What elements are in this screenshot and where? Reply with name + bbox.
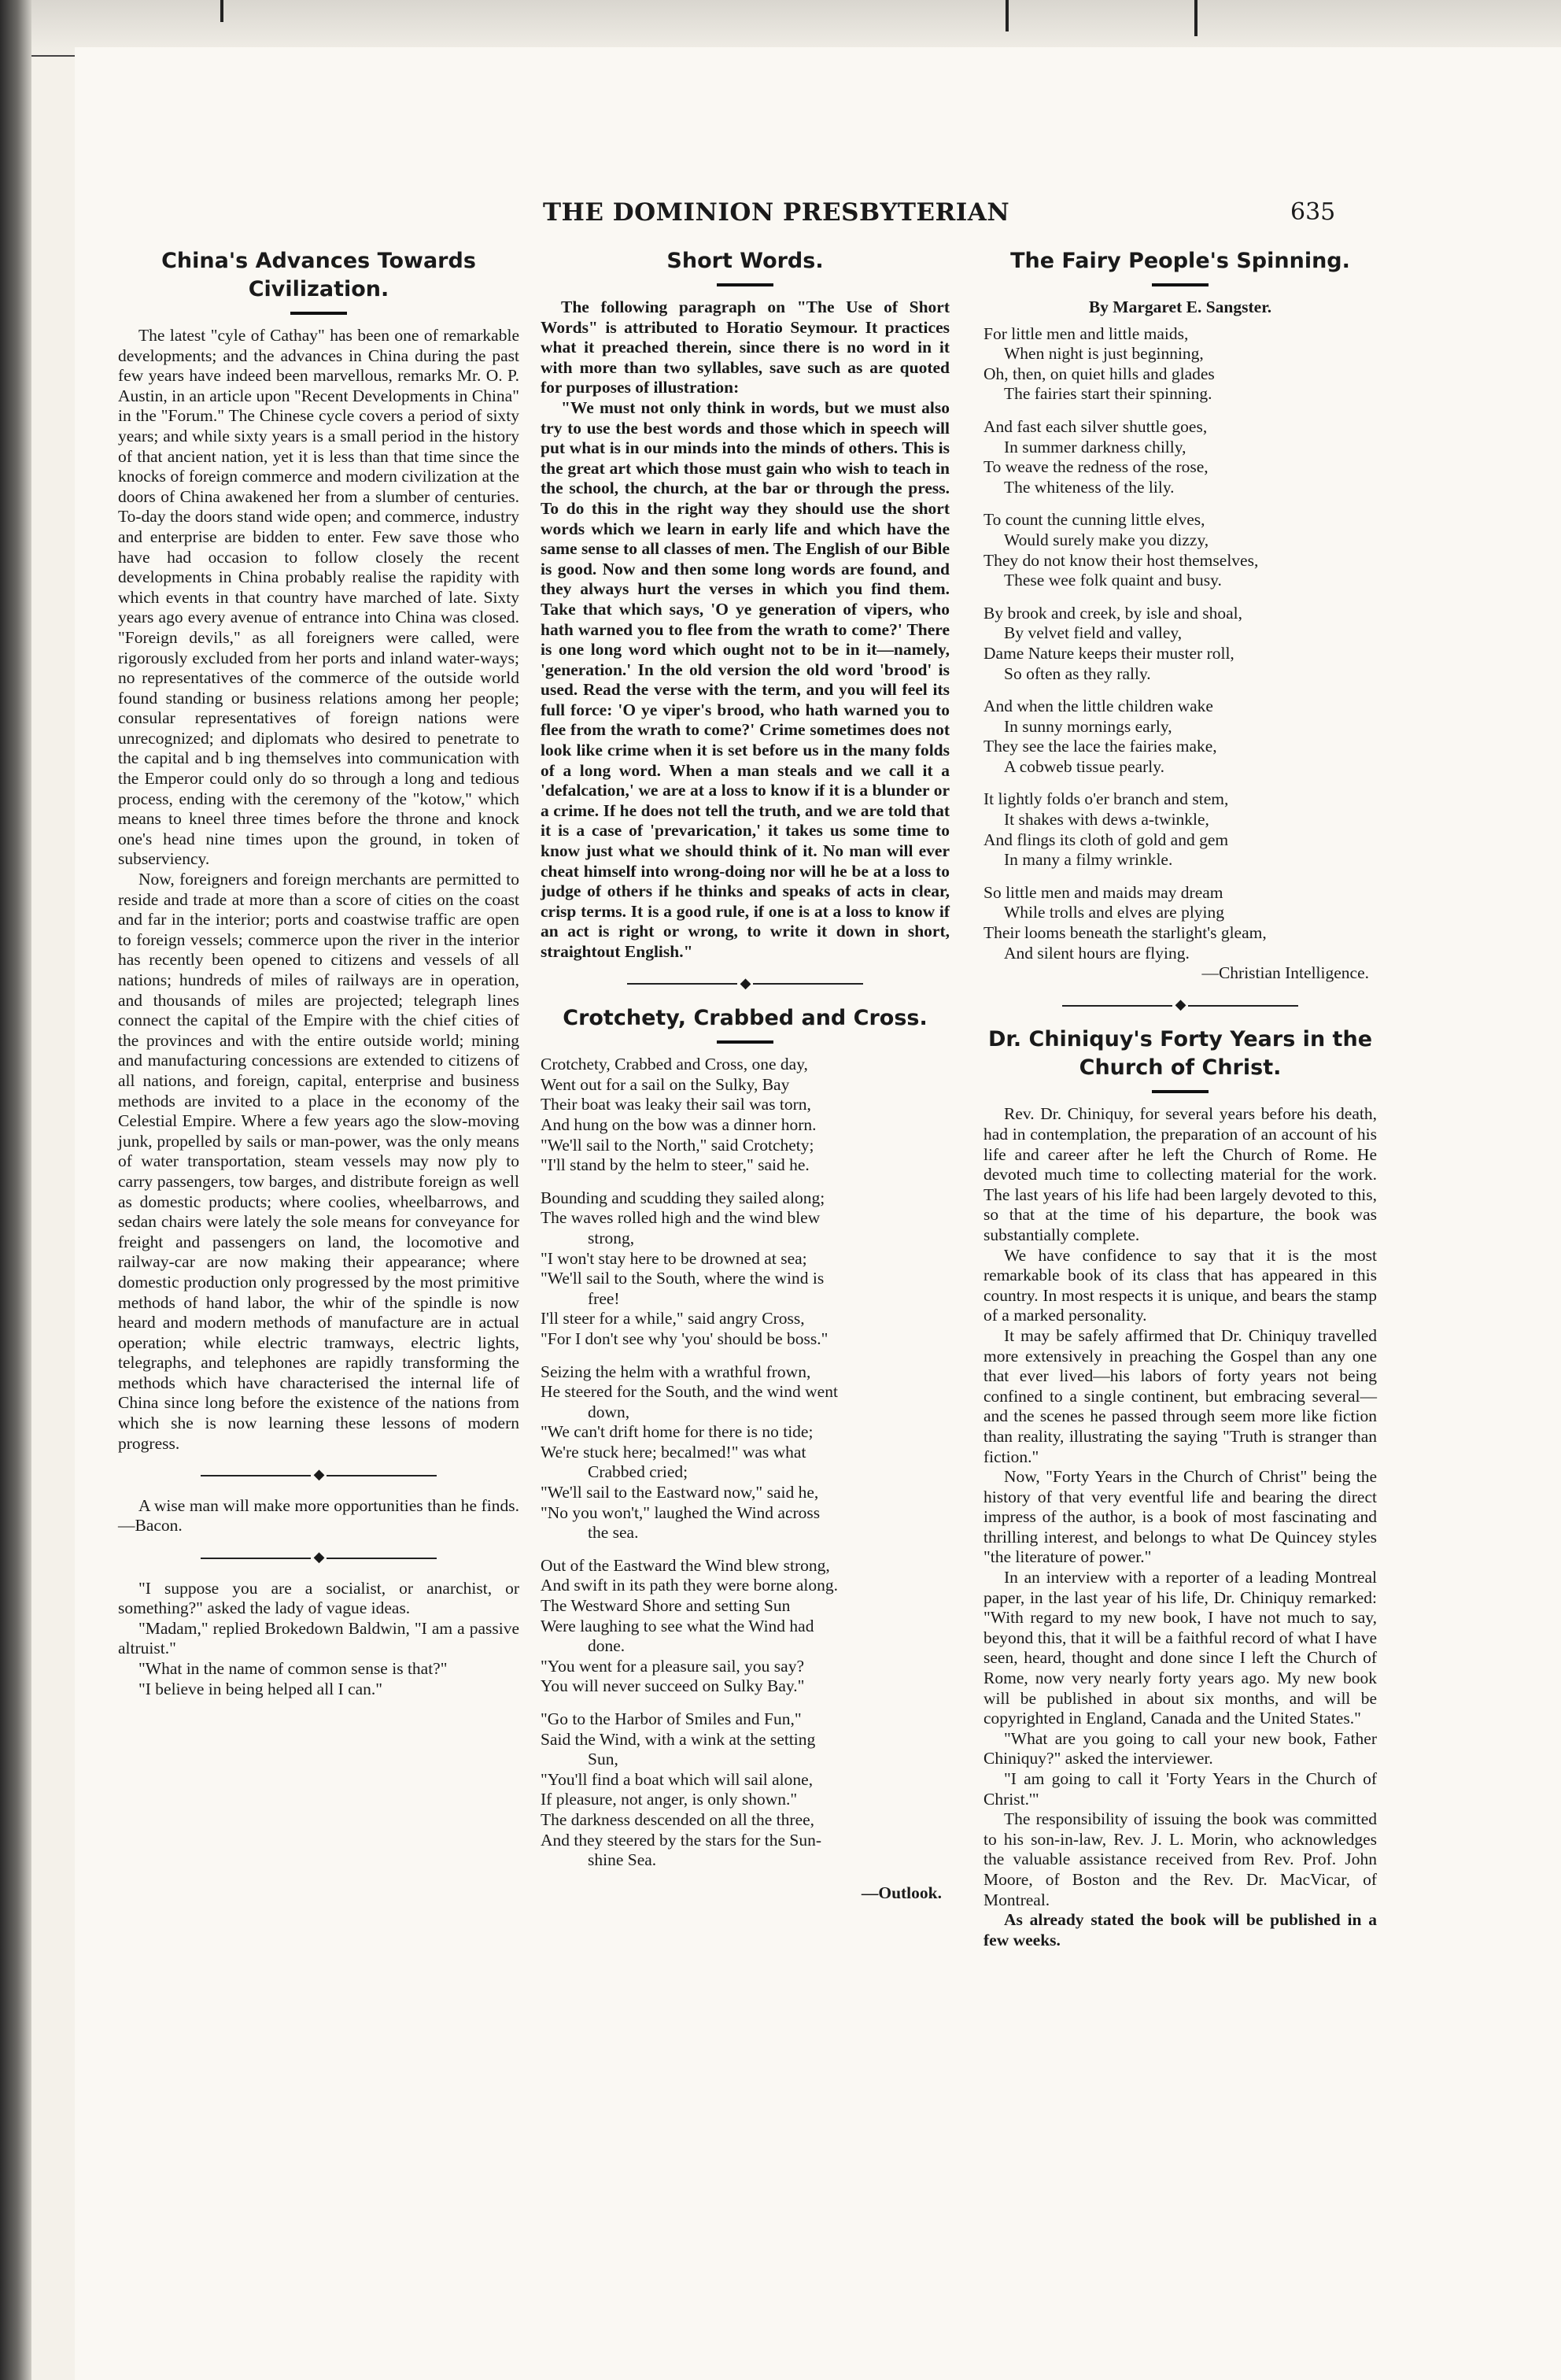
masthead: THE DOMINION PRESBYTERIAN (543, 198, 1010, 227)
article-paragraph: "What are you going to call your new book, Father Chiniquy?" asked the interviewer. (983, 1728, 1377, 1768)
poem-line: shine Sea. (588, 1850, 657, 1870)
poem-line: And flings its cloth of gold and gem (983, 830, 1229, 849)
poem-stanza (983, 510, 1377, 590)
poem-line: And fast each silver shuttle goes, (983, 416, 1208, 436)
poem-line: The whiteness of the lily. (1004, 477, 1175, 497)
poem-line: "No you won't," laughed the Wind across (541, 1502, 821, 1522)
quote-bacon: A wise man will make more opportunities than he finds.—Bacon. (118, 1495, 519, 1536)
poem-line: Their boat was leaky their sail was torn, (541, 1095, 811, 1114)
poem-line: the sea. (588, 1523, 639, 1543)
poem-line: And they steered by the stars for the Sun- (541, 1830, 822, 1850)
poem-line: When night is just beginning, (1004, 344, 1204, 364)
scan-mark (1006, 0, 1009, 31)
poem-line: In many a filmy wrinkle. (1004, 850, 1173, 870)
poem-line: "Go to the Harbor of Smiles and Fun," (541, 1709, 802, 1728)
poem-line: And hung on the bow was a dinner horn. (541, 1114, 817, 1134)
dialogue-line: "I believe in being helped all I can." (138, 1679, 383, 1698)
poem-line: Their looms beneath the starlight's gleam, (983, 923, 1267, 943)
article-title-china: China's Advances Towards Civilization. (161, 249, 476, 301)
poem-line: I'll steer for a while," said angry Cross, (541, 1309, 805, 1329)
poem-line: free! (588, 1288, 620, 1308)
poem-line: The fairies start their spinning. (1004, 384, 1212, 404)
poem-line: "I won't stay here to be drowned at sea; (541, 1248, 807, 1268)
scan-mark (1194, 0, 1198, 36)
ornament-separator: ◆ (541, 974, 950, 994)
poem-stanza (541, 1556, 950, 1697)
article-paragraph: "We must not only think in words, but we must also try to use the best words and those which in speech will put what is in our minds into the minds of others. This is the great art which those must gain who wish to teach in the school, the church, at the bar or through the press. To do this in the right way they should use the short words which we learn in early life and which have the same sense to all classes of men. The English of our Bible is good. Now and then some long words are found, and they always hurt the verses in which you find them. Take that which says, 'O ye generation of vipers, who hath warned you to flee from the wrath to come?' There is one long word which ought not to be in it—namely, 'generation.' In the old version the old word 'brood' is used. Read the verse with the term, and you will feel its full force: 'O ye viper's brood, who hath warned you to flee from the wrath to come?' Crime sometimes does not look like crime when it is set before us in the many folds of a long word. When a man steals and we call it a 'defalcation,' we are at a loss to know if it is a blunder or a crime. If he does not tell the truth, and we are told that it is a case of 'prevarication,' it takes us some time to know just what we should think of it. No man will ever cheat himself into wrong-doing nor will he be at a loss to judge of others if he thinks and speaks of acts in clear, crisp terms. It is a good rule, if one is at a loss to know if an act is right or wrong, to write it down in short, straightout English." (541, 397, 950, 961)
poem-line: The waves rolled high and the wind blew (541, 1208, 821, 1228)
poem-line: He steered for the South, and the wind went (541, 1382, 838, 1402)
poem-source: —Christian Intelligence. (1201, 963, 1369, 983)
article-title-chiniquy: Dr. Chiniquy's Forty Years in the Church of Christ. (987, 1027, 1373, 1081)
dialogue-line: "I suppose you are a socialist, or anarchist, or something?" asked the lady of vague ideas. (118, 1578, 519, 1618)
column-1 (118, 244, 519, 1699)
article-paragraph: The following paragraph on "The Use of Short Words" is attributed to Horatio Seymour. It practices what it preached therein, since there is no word in it with more than two syllables, save such as are quoted for purposes of illustration: (541, 298, 950, 397)
poem-fairy (983, 324, 1377, 964)
title-rule (1152, 283, 1209, 286)
poem-line: Out of the Eastward the Wind blew strong, (541, 1555, 830, 1575)
poem-line: "For I don't see why 'you' should be boss." (541, 1329, 828, 1348)
article-paragraph: In an interview with a reporter of a leading Montreal paper, in the last year of his life, Dr. Chiniquy remarked: "With regard to my new book, I have not much to say, beyond this, that it will be a faithful record of what I have seen, heard, thought and done since I left the Church of Rome, now very nearly forty years ago. My new book will be published in about six months, and will be copyrighted in England, Canada and the United States." (983, 1568, 1377, 1728)
poem-line: And when the little children wake (983, 697, 1213, 716)
poem-line: Said the Wind, with a wink at the setting (541, 1729, 816, 1749)
poem-line: To weave the redness of the rose, (983, 457, 1209, 477)
poem-line: These wee folk quaint and busy. (1004, 571, 1222, 590)
poem-line: strong, (588, 1228, 635, 1247)
poem-line: Dame Nature keeps their muster roll, (983, 643, 1234, 663)
poem-line: By brook and creek, by isle and shoal, (983, 603, 1242, 623)
poem-line: You will never succeed on Sulky Bay." (541, 1676, 805, 1696)
poem-stanza (541, 1709, 950, 1871)
poem-line: For little men and little maids, (983, 323, 1189, 343)
article-title-short-words: Short Words. (666, 249, 824, 273)
dialogue-line: "Madam," replied Brokedown Baldwin, "I am a passive altruist." (118, 1618, 519, 1658)
poem-line: Seizing the helm with a wrathful frown, (541, 1362, 811, 1381)
poem-line: We're stuck here; becalmed!" was what (541, 1442, 806, 1462)
poem-title-crotchety: Crotchety, Crabbed and Cross. (563, 1006, 928, 1031)
poem-line: In summer darkness chilly, (1004, 437, 1186, 456)
poem-line: "We can't drift home for there is no tide; (541, 1422, 814, 1442)
article-paragraph: Rev. Dr. Chiniquy, for several years before his death, had in contemplation, the preparation of an account of his life and career after he left the Church of Rome. He devoted much time to collecting material for the work. The last years of his life had been largely devoted to this, so that at the time of his departure, the book was substantially complete. (983, 1104, 1377, 1244)
poem-line: While trolls and elves are plying (1004, 903, 1225, 922)
article-paragraph: "I am going to call it 'Forty Years in the Church of Christ.'" (983, 1769, 1377, 1809)
poem-line: The darkness descended on all the three, (541, 1809, 815, 1829)
article-paragraph: Now, foreigners and foreign merchants are permitted to reside and trade at more than a score of cities on the coast and far in the interior; ports and coastwise traffic are open to foreign vessels; commerce upon the river in the interior has recently been opened to citizens and vessels of all nations; hundreds of miles of railways are in operation, and thousands of miles are projected; telegraph lines connect the capital of the Empire with the chief cities of the provinces and with the entire outside world; mining and manufacturing concessions are extended to citizens of all nations, and foreign, capital, enterprise and business methods are invited to a place in the economy of the Celestial Empire. Where a few years ago the slow-moving junk, propelled by sails or man-power, was the only means of water transportation, steam vessels may now ply to carry passengers, tow barges, and distribute foreign as well as domestic products; where coolies, wheelbarrows, and sedan chairs were lately the sole means for conveyance for freight and passengers on land, the locomotive and railway-car are now making their appearance; where domestic production only progressed by the most primitive methods of hand labor, the whir of the spindle is now heard and modern methods of manufacture are in actual operation; while electric tramways, electric lights, telegraphs, and telephones are rapidly transforming the methods which have characterised the internal life of China since long before the existence of the nations from which she is now learning these lessons of modern progress. (118, 870, 519, 1453)
poem-stanza (983, 604, 1377, 684)
article-paragraph: Now, "Forty Years in the Church of Christ" being the history of that very eventful life and bearing the direct impress of the author, is a book of most fascinating and thrilling interest, and belongs to what De Quincey styles "the literature of power." (983, 1467, 1377, 1567)
title-rule (717, 1040, 773, 1044)
ornament-separator: ◆ (118, 1465, 519, 1485)
poem-stanza (983, 789, 1377, 870)
poem-line: "You'll find a boat which will sail alone, (541, 1769, 814, 1789)
poem-stanza (983, 324, 1377, 405)
poem-line: The Westward Shore and setting Sun (541, 1596, 791, 1616)
poem-stanza (541, 1055, 950, 1176)
poem-line: And swift in its path they were borne along. (541, 1576, 838, 1595)
poem-line: Would surely make you dizzy, (1004, 530, 1209, 549)
poem-line: So little men and maids may dream (983, 882, 1223, 902)
column-3 (983, 244, 1377, 1950)
page-header (0, 198, 1561, 230)
byline: By Margaret E. Sangster. (1088, 298, 1272, 316)
article-paragraph: As already stated the book will be published in a few weeks. (983, 1910, 1377, 1949)
poem-line: Sun, (588, 1750, 618, 1769)
poem-line: "You went for a pleasure sail, you say? (541, 1656, 804, 1676)
dialogue-line: "What in the name of common sense is that?" (138, 1659, 448, 1678)
scan-mark (220, 0, 223, 22)
ornament-separator: ◆ (983, 995, 1377, 1015)
poem-stanza (983, 883, 1377, 963)
poem-line: They do not know their host themselves, (983, 550, 1259, 570)
poem-title-fairy: The Fairy People's Spinning. (1010, 249, 1350, 273)
scan-edge-left (0, 0, 31, 2380)
poem-line: "We'll sail to the North," said Crotchety; (541, 1135, 814, 1155)
poem-line: Were laughing to see what the Wind had (541, 1616, 814, 1635)
poem-line: Bounding and scudding they sailed along; (541, 1188, 825, 1207)
poem-line: So often as they rally. (1004, 663, 1151, 683)
page-number: 635 (1290, 198, 1336, 226)
poem-line: Oh, then, on quiet hills and glades (983, 364, 1215, 383)
poem-stanza (983, 417, 1377, 497)
ornament-separator: ◆ (118, 1547, 519, 1568)
poem-line: A cobweb tissue pearly. (1004, 756, 1164, 776)
poem-line: down, (588, 1402, 630, 1421)
poem-crotchety (541, 1055, 950, 1871)
poem-line: If pleasure, not anger, is only shown." (541, 1790, 798, 1809)
poem-line: In sunny mornings early, (1004, 716, 1172, 736)
poem-line: And silent hours are flying. (1004, 943, 1190, 963)
title-rule (290, 312, 347, 315)
poem-line: It shakes with dews a-twinkle, (1004, 810, 1209, 830)
poem-line: It lightly folds o'er branch and stem, (983, 789, 1229, 809)
article-paragraph: We have confidence to say that it is the most remarkable book of its class that has appeared in this country. In most respects it is unique, and bears the stamp of a marked personality. (983, 1245, 1377, 1325)
poem-line: "I'll stand by the helm to steer," said he. (541, 1155, 810, 1175)
poem-line: Crotchety, Crabbed and Cross, one day, (541, 1055, 808, 1074)
poem-stanza (541, 1362, 950, 1543)
poem-line: "We'll sail to the Eastward now," said he, (541, 1483, 819, 1502)
column-2 (541, 244, 950, 1903)
poem-stanza (541, 1188, 950, 1350)
poem-line: By velvet field and valley, (1004, 623, 1183, 643)
article-paragraph: The latest "cyle of Cathay" has been one of remarkable developments; and the advances in China during the past few years have indeed been marvellous, remarks Mr. O. P. Austin, in an article upon "Recent Developments in China" in the "Forum." The Chinese cycle covers a period of sixty years; and while sixty years is a small period in the history of that ancient nation, yet it is less than that time since the knocks of foreign commerce and modern civilization at the doors of China awakened her from a slumber of centuries. To-day the doors stand wide open; and commerce, industry and enterprise are bidden to enter. Few save those who have had occasion to follow closely the recent developments in China probably realise the rapidity with which events in that country have marched of late. Sixty years ago every avenue of entrance into China was closed. "Foreign devils," as all foreigners were called, were rigorously excluded from her ports and inland water-ways; no representatives of the commerce of the outside world found standing or business relations among her people; consular representatives of foreign nations were unrecognized; and diplomats who desired to penetrate to the capital and b ing themselves into communication with the Emperor could only do so through a long and tedious process, ending with the ceremony of the "kotow," which means to kneel three times before the throne and knock one's head nine times upon the ground, in token of subserviency. (118, 326, 519, 869)
poem-line: "We'll sail to the South, where the wind is (541, 1269, 825, 1288)
article-paragraph: It may be safely affirmed that Dr. Chiniquy travelled more extensively in preaching the Gospel than any one that ever lived—his labors of forty years not being confined to a single continent, but embracing several—and the scenes he passed through seem more like fiction than reality, illustrating the saying "Truth is stranger than fiction." (983, 1325, 1377, 1466)
title-rule (717, 283, 773, 286)
article-paragraph: The responsibility of issuing the book was committed to his son-in-law, Rev. J. L. Morin, who acknowledges the valuable assistance received from Rev. Prof. John Moore, of Boston and the Rev. Dr. MacVicar, of Montreal. (983, 1809, 1377, 1909)
poem-line: To count the cunning little elves, (983, 510, 1205, 530)
poem-source: —Outlook. (861, 1883, 942, 1902)
poem-line: done. (588, 1636, 626, 1656)
title-rule (1152, 1090, 1209, 1093)
poem-line: Went out for a sail on the Sulky, Bay (541, 1074, 790, 1094)
poem-line: They see the lace the fairies make, (983, 737, 1217, 756)
poem-stanza (983, 697, 1377, 777)
poem-line: Crabbed cried; (588, 1462, 688, 1482)
